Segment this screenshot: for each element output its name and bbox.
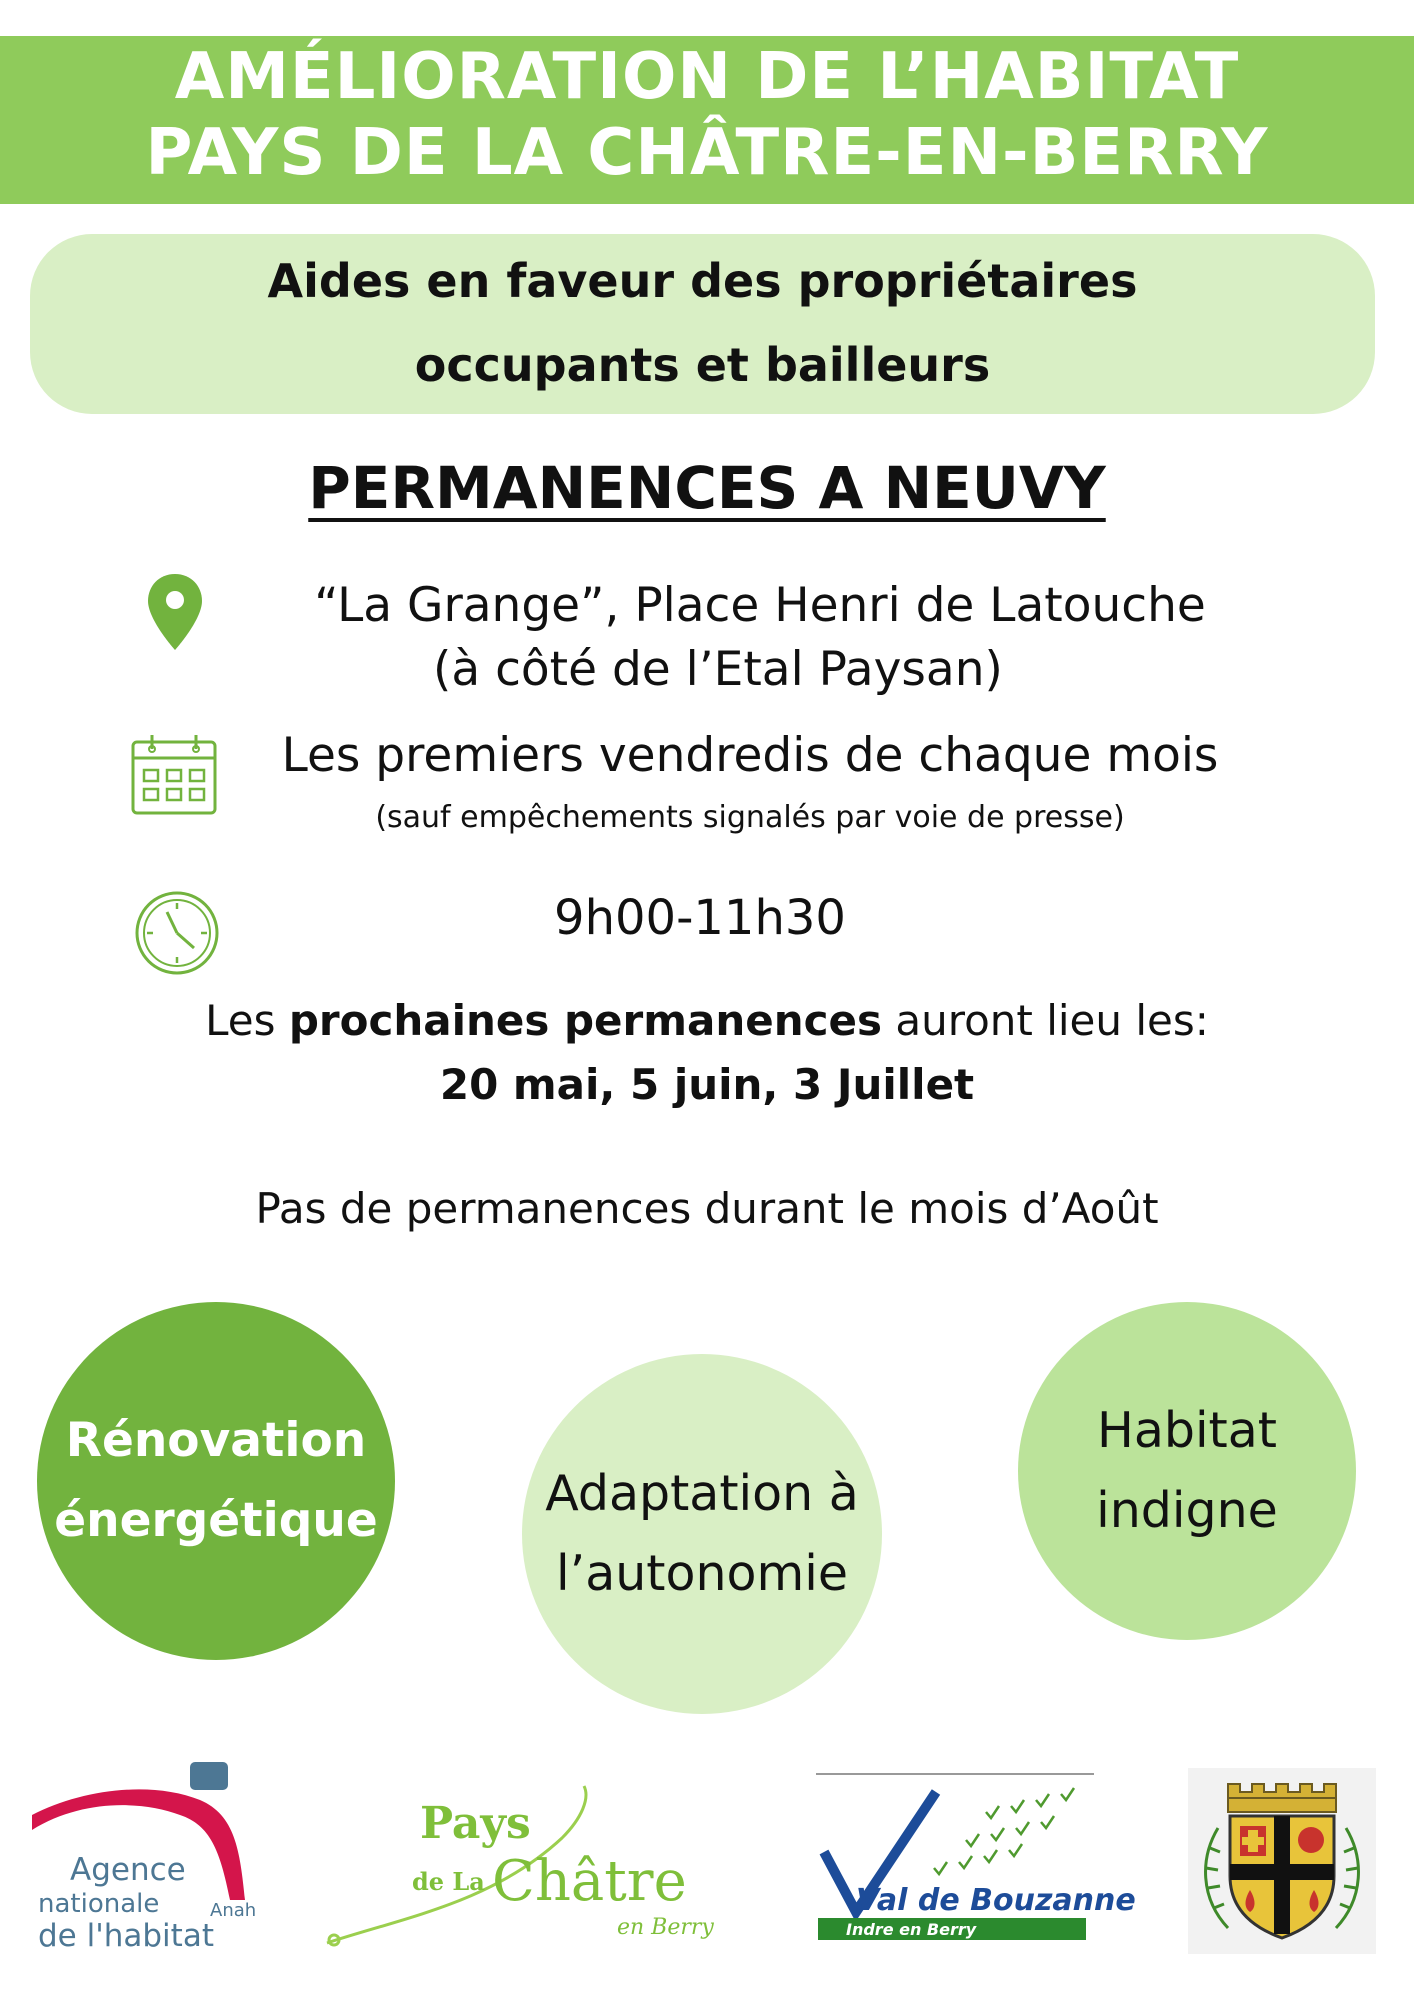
header-title-line-1: AMÉLIORATION DE L’HABITAT bbox=[174, 40, 1240, 114]
pays-word-3: Châtre bbox=[492, 1849, 687, 1914]
topic-label: indigne bbox=[1096, 1482, 1278, 1539]
topic-label: énergétique bbox=[54, 1493, 378, 1548]
topic-circle-habitat bbox=[1018, 1302, 1356, 1640]
next-sessions-text bbox=[0, 996, 1414, 1045]
subtitle-box bbox=[30, 234, 1375, 414]
location-line-1: “La Grange”, Place Henri de Latouche bbox=[314, 578, 1206, 633]
subtitle-line-1: Aides en faveur des propriétaires bbox=[267, 254, 1138, 308]
pays-word-1: Pays bbox=[420, 1798, 531, 1849]
next-sessions-prefix: Les bbox=[205, 996, 289, 1045]
val-sub: Indre en Berry bbox=[846, 1920, 977, 1939]
pays-word-4: en Berry bbox=[617, 1915, 714, 1940]
location-pin-icon bbox=[145, 572, 205, 652]
next-sessions-bold: prochaines permanences bbox=[288, 996, 883, 1045]
anah-line-1: Agence bbox=[70, 1852, 186, 1888]
next-sessions-suffix: auront lieu les: bbox=[882, 996, 1209, 1045]
schedule-text: Les premiers vendredis de chaque mois bbox=[281, 728, 1219, 783]
anah-line-2: nationale bbox=[38, 1889, 160, 1919]
schedule-note: (sauf empêchements signalés par voie de presse) bbox=[375, 800, 1125, 835]
topic-label: l’autonomie bbox=[556, 1545, 848, 1602]
header-banner bbox=[0, 36, 1414, 204]
subtitle-line-2: occupants et bailleurs bbox=[414, 338, 991, 392]
opening-hours: 9h00-11h30 bbox=[554, 890, 846, 946]
topic-label: Adaptation à bbox=[545, 1465, 859, 1522]
topic-label: Rénovation bbox=[65, 1413, 367, 1468]
no-sessions-note: Pas de permanences durant le mois d’Août bbox=[255, 1184, 1159, 1233]
pays-word-2: de La bbox=[412, 1867, 485, 1896]
val-de-bouzanne-logo bbox=[816, 1772, 1136, 1944]
val-main: Val de Bouzanne bbox=[856, 1883, 1136, 1918]
anah-line-3: de l'habitat bbox=[38, 1918, 214, 1954]
coat-of-arms-icon bbox=[1188, 1768, 1376, 1954]
pays-de-la-chatre-logo bbox=[322, 1778, 722, 1958]
section-title bbox=[0, 454, 1414, 522]
calendar-icon bbox=[130, 732, 218, 816]
topic-circle-renovation bbox=[37, 1302, 395, 1660]
anah-logo bbox=[30, 1760, 270, 1960]
header-title-line-2: PAYS DE LA CHÂTRE-EN-BERRY bbox=[145, 116, 1269, 190]
location-line-2: (à côté de l’Etal Paysan) bbox=[433, 642, 1003, 697]
section-title-text: PERMANENCES A NEUVY bbox=[308, 454, 1106, 522]
anah-tag: Anah bbox=[210, 1900, 257, 1921]
topic-circle-adaptation bbox=[522, 1354, 882, 1714]
topic-label: Habitat bbox=[1096, 1402, 1278, 1459]
next-sessions-dates: 20 mai, 5 juin, 3 Juillet bbox=[439, 1060, 975, 1109]
